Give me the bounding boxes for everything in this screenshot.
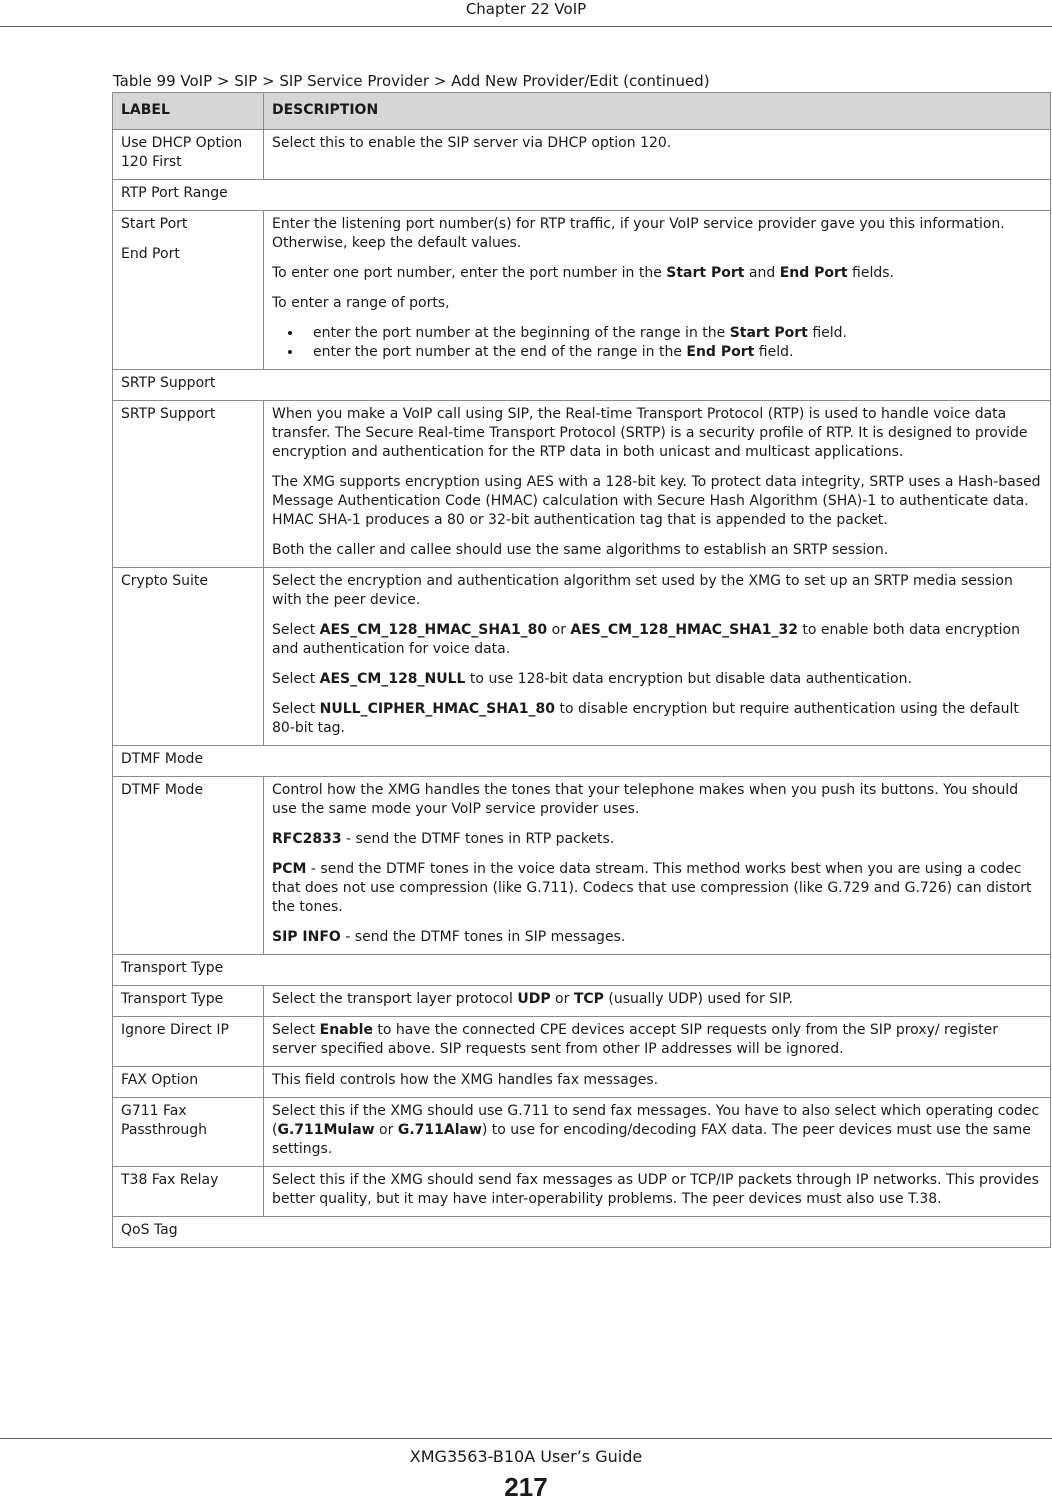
label-start-port: Start Port (121, 216, 188, 232)
paragraph: Select the encryption and authentication algorithm set used by the XMG to set up an SRTP media session with the peer device. (272, 573, 1013, 608)
table-caption: Table 99 VoIP > SIP > SIP Service Provider > Add New Provider/Edit (continued) (113, 72, 710, 90)
label-column-header: LABEL (113, 93, 264, 130)
row-label: Crypto Suite (113, 568, 264, 746)
row-description: Select the transport layer protocol UDP or TCP (usually UDP) used for SIP. (264, 986, 1051, 1017)
table-row (113, 401, 1051, 568)
list-item: • enter the port number at the beginning of the range in the Start Port field. (303, 324, 1042, 343)
row-description (264, 568, 1051, 746)
row-label: FAX Option (113, 1067, 264, 1098)
table-row (113, 1067, 1051, 1098)
row-description: Select Enable to have the connected CPE devices accept SIP requests only from the SIP proxy/ register server specified above. SIP requests sent from other IP addresses will be ignored. (264, 1017, 1051, 1067)
row-label: Ignore Direct IP (113, 1017, 264, 1067)
section-row (113, 1217, 1051, 1248)
section-label: SRTP Support (113, 370, 1051, 401)
row-label: Transport Type (113, 986, 264, 1017)
section-row (113, 370, 1051, 401)
table-row (113, 1017, 1051, 1067)
row-label: Use DHCP Option 120 First (113, 130, 264, 180)
description-column-header: DESCRIPTION (264, 93, 1051, 130)
row-label: SRTP Support (113, 401, 264, 568)
list-item: • enter the port number at the end of the range in the End Port field. (303, 343, 1042, 362)
row-description: Select this if the XMG should use G.711 to send fax messages. You have to also select which operating codec (G.711Mulaw or G.711Alaw) to use for encoding/decoding FAX data. The peer devices must use the same settings. (264, 1098, 1051, 1167)
table-row (113, 777, 1051, 955)
row-label (113, 211, 264, 370)
row-label: G711 Fax Passthrough (113, 1098, 264, 1167)
section-row (113, 746, 1051, 777)
table-row (113, 211, 1051, 370)
paragraph: Control how the XMG handles the tones that your telephone makes when you push its buttons. You should use the same mode your VoIP service provider uses. (272, 782, 1019, 817)
chapter-title: Chapter 22 VoIP (465, 0, 587, 18)
table-row (113, 1167, 1051, 1217)
row-label: DTMF Mode (113, 777, 264, 955)
paragraph: RFC2833 - send the DTMF tones in RTP packets. (272, 831, 615, 847)
table-row (113, 986, 1051, 1017)
page-header (0, 0, 1052, 27)
paragraph: Select AES_CM_128_HMAC_SHA1_80 or AES_CM_128_HMAC_SHA1_32 to enable both data encryption and authentication for voice data. (272, 622, 1020, 657)
paragraph: To enter a range of ports, (272, 295, 450, 311)
paragraph: SIP INFO - send the DTMF tones in SIP messages. (272, 929, 626, 945)
bullet-list (272, 324, 1042, 362)
paragraph: PCM - send the DTMF tones in the voice data stream. This method works best when you are using a codec that does not use compression (like G.711). Codecs that use compression (like G.729 and G.726) can distort the tones. (272, 861, 1032, 915)
paragraph: Select AES_CM_128_NULL to use 128-bit data encryption but disable data authentication. (272, 671, 912, 687)
table-row (113, 130, 1051, 180)
row-description: Select this to enable the SIP server via DHCP option 120. (264, 130, 1051, 180)
paragraph: Enter the listening port number(s) for RTP traffic, if your VoIP service provider gave you this information. Otherwise, keep the default values. (272, 216, 1005, 251)
section-label: RTP Port Range (113, 180, 1051, 211)
section-label: Transport Type (113, 955, 1051, 986)
paragraph: To enter one port number, enter the port number in the Start Port and End Port fields. (272, 265, 895, 281)
paragraph: Select NULL_CIPHER_HMAC_SHA1_80 to disable encryption but require authentication using the default 80-bit tag. (272, 701, 1019, 736)
paragraph: When you make a VoIP call using SIP, the Real-time Transport Protocol (RTP) is used to handle voice data transfer. The Secure Real-time Transport Protocol (SRTP) is a security profile of RTP. It is designed to provide encryption and authentication for the RTP data in both unicast and multicast applications. (272, 406, 1028, 460)
page-footer (0, 1438, 1052, 1503)
paragraph: The XMG supports encryption using AES with a 128-bit key. To protect data integrity, SRTP uses a Hash-based Message Authentication Code (HMAC) calculation with Secure Hash Algorithm (SHA)-1 to authenticate data. HMAC SHA-1 produces a 80 or 32-bit authentication tag that is appended to the packet. (272, 474, 1041, 528)
table-row (113, 568, 1051, 746)
row-description (264, 401, 1051, 568)
row-label: T38 Fax Relay (113, 1167, 264, 1217)
row-description: This field controls how the XMG handles fax messages. (264, 1067, 1051, 1098)
page-number: 217 (504, 1472, 548, 1502)
section-row (113, 180, 1051, 211)
table-row (113, 1098, 1051, 1167)
section-label: QoS Tag (113, 1217, 1051, 1248)
section-label: DTMF Mode (113, 746, 1051, 777)
table-header-row (113, 93, 1051, 130)
row-description: Select this if the XMG should send fax messages as UDP or TCP/IP packets through IP networks. This provides better quality, but it may have inter-operability problems. The peer devices must also use T.38. (264, 1167, 1051, 1217)
row-description (264, 211, 1051, 370)
label-end-port: End Port (121, 246, 180, 262)
row-description (264, 777, 1051, 955)
paragraph: Both the caller and callee should use the same algorithms to establish an SRTP session. (272, 542, 889, 558)
settings-table (112, 92, 1051, 1248)
section-row (113, 955, 1051, 986)
guide-title: XMG3563-B10A User’s Guide (409, 1447, 643, 1466)
